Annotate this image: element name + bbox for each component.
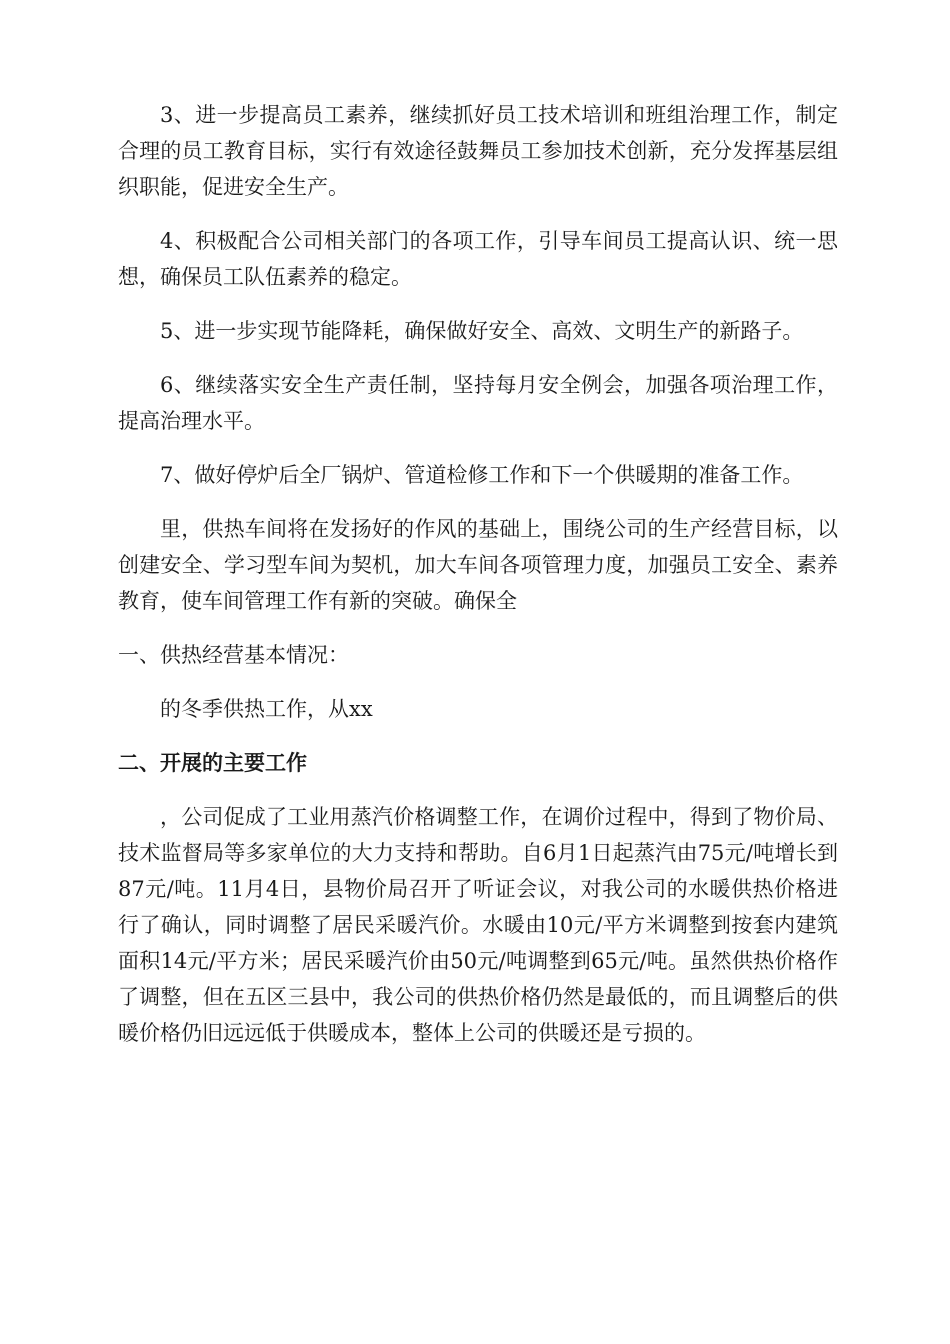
paragraph-item-3: 3、进一步提高员工素养，继续抓好员工技术培训和班组治理工作，制定合理的员工教育目标，实行有效途径鼓舞员工参加技术创新，充分发挥基层组织职能，促进安全生产。: [118, 103, 838, 199]
paragraph-item-6: 6、继续落实安全生产责任制，坚持每月安全例会，加强各项治理工作，提高治理水平。: [118, 373, 838, 433]
paragraph-item-4: 4、积极配合公司相关部门的各项工作，引导车间员工提高认识、统一思想，确保员工队伍素养的稳定。: [118, 229, 838, 289]
document-page: [118, 97, 838, 1069]
section-two-title: 二、开展的主要工作: [118, 751, 307, 775]
paragraph-item-7: 7、做好停炉后全厂锅炉、管道检修工作和下一个供暖期的准备工作。: [160, 463, 804, 487]
paragraph-summary: 里，供热车间将在发扬好的作风的基础上，围绕公司的生产经营目标，以创建安全、学习型车间为契机，加大车间各项管理力度，加强员工安全、素养教育，使车间管理工作有新的突破。确保全: [118, 517, 838, 613]
section-two-text: ，公司促成了工业用蒸汽价格调整工作，在调价过程中，得到了物价局、技术监督局等多家单位的大力支持和帮助。自6月1日起蒸汽由75元/吨增长到87元/吨。11月4日，县物价局召开了听证会议，对我公司的水暖供热价格进行了确认，同时调整了居民采暖汽价。水暖由10元/平方米调整到按套内建筑面积14元/平方米；居民采暖汽价由50元/吨调整到65元/吨。虽然供热价格作了调整，但在五区三县中，我公司的供热价格仍然是最低的，而且调整后的供暖价格仍旧远远低于供暖成本，整体上公司的供暖还是亏损的。: [118, 805, 838, 1045]
paragraph-item-5: 5、进一步实现节能降耗，确保做好安全、高效、文明生产的新路子。: [160, 319, 804, 343]
section-one-text: 的冬季供热工作，从xx: [160, 697, 373, 721]
section-one-title: 一、供热经营基本情况：: [118, 643, 349, 667]
